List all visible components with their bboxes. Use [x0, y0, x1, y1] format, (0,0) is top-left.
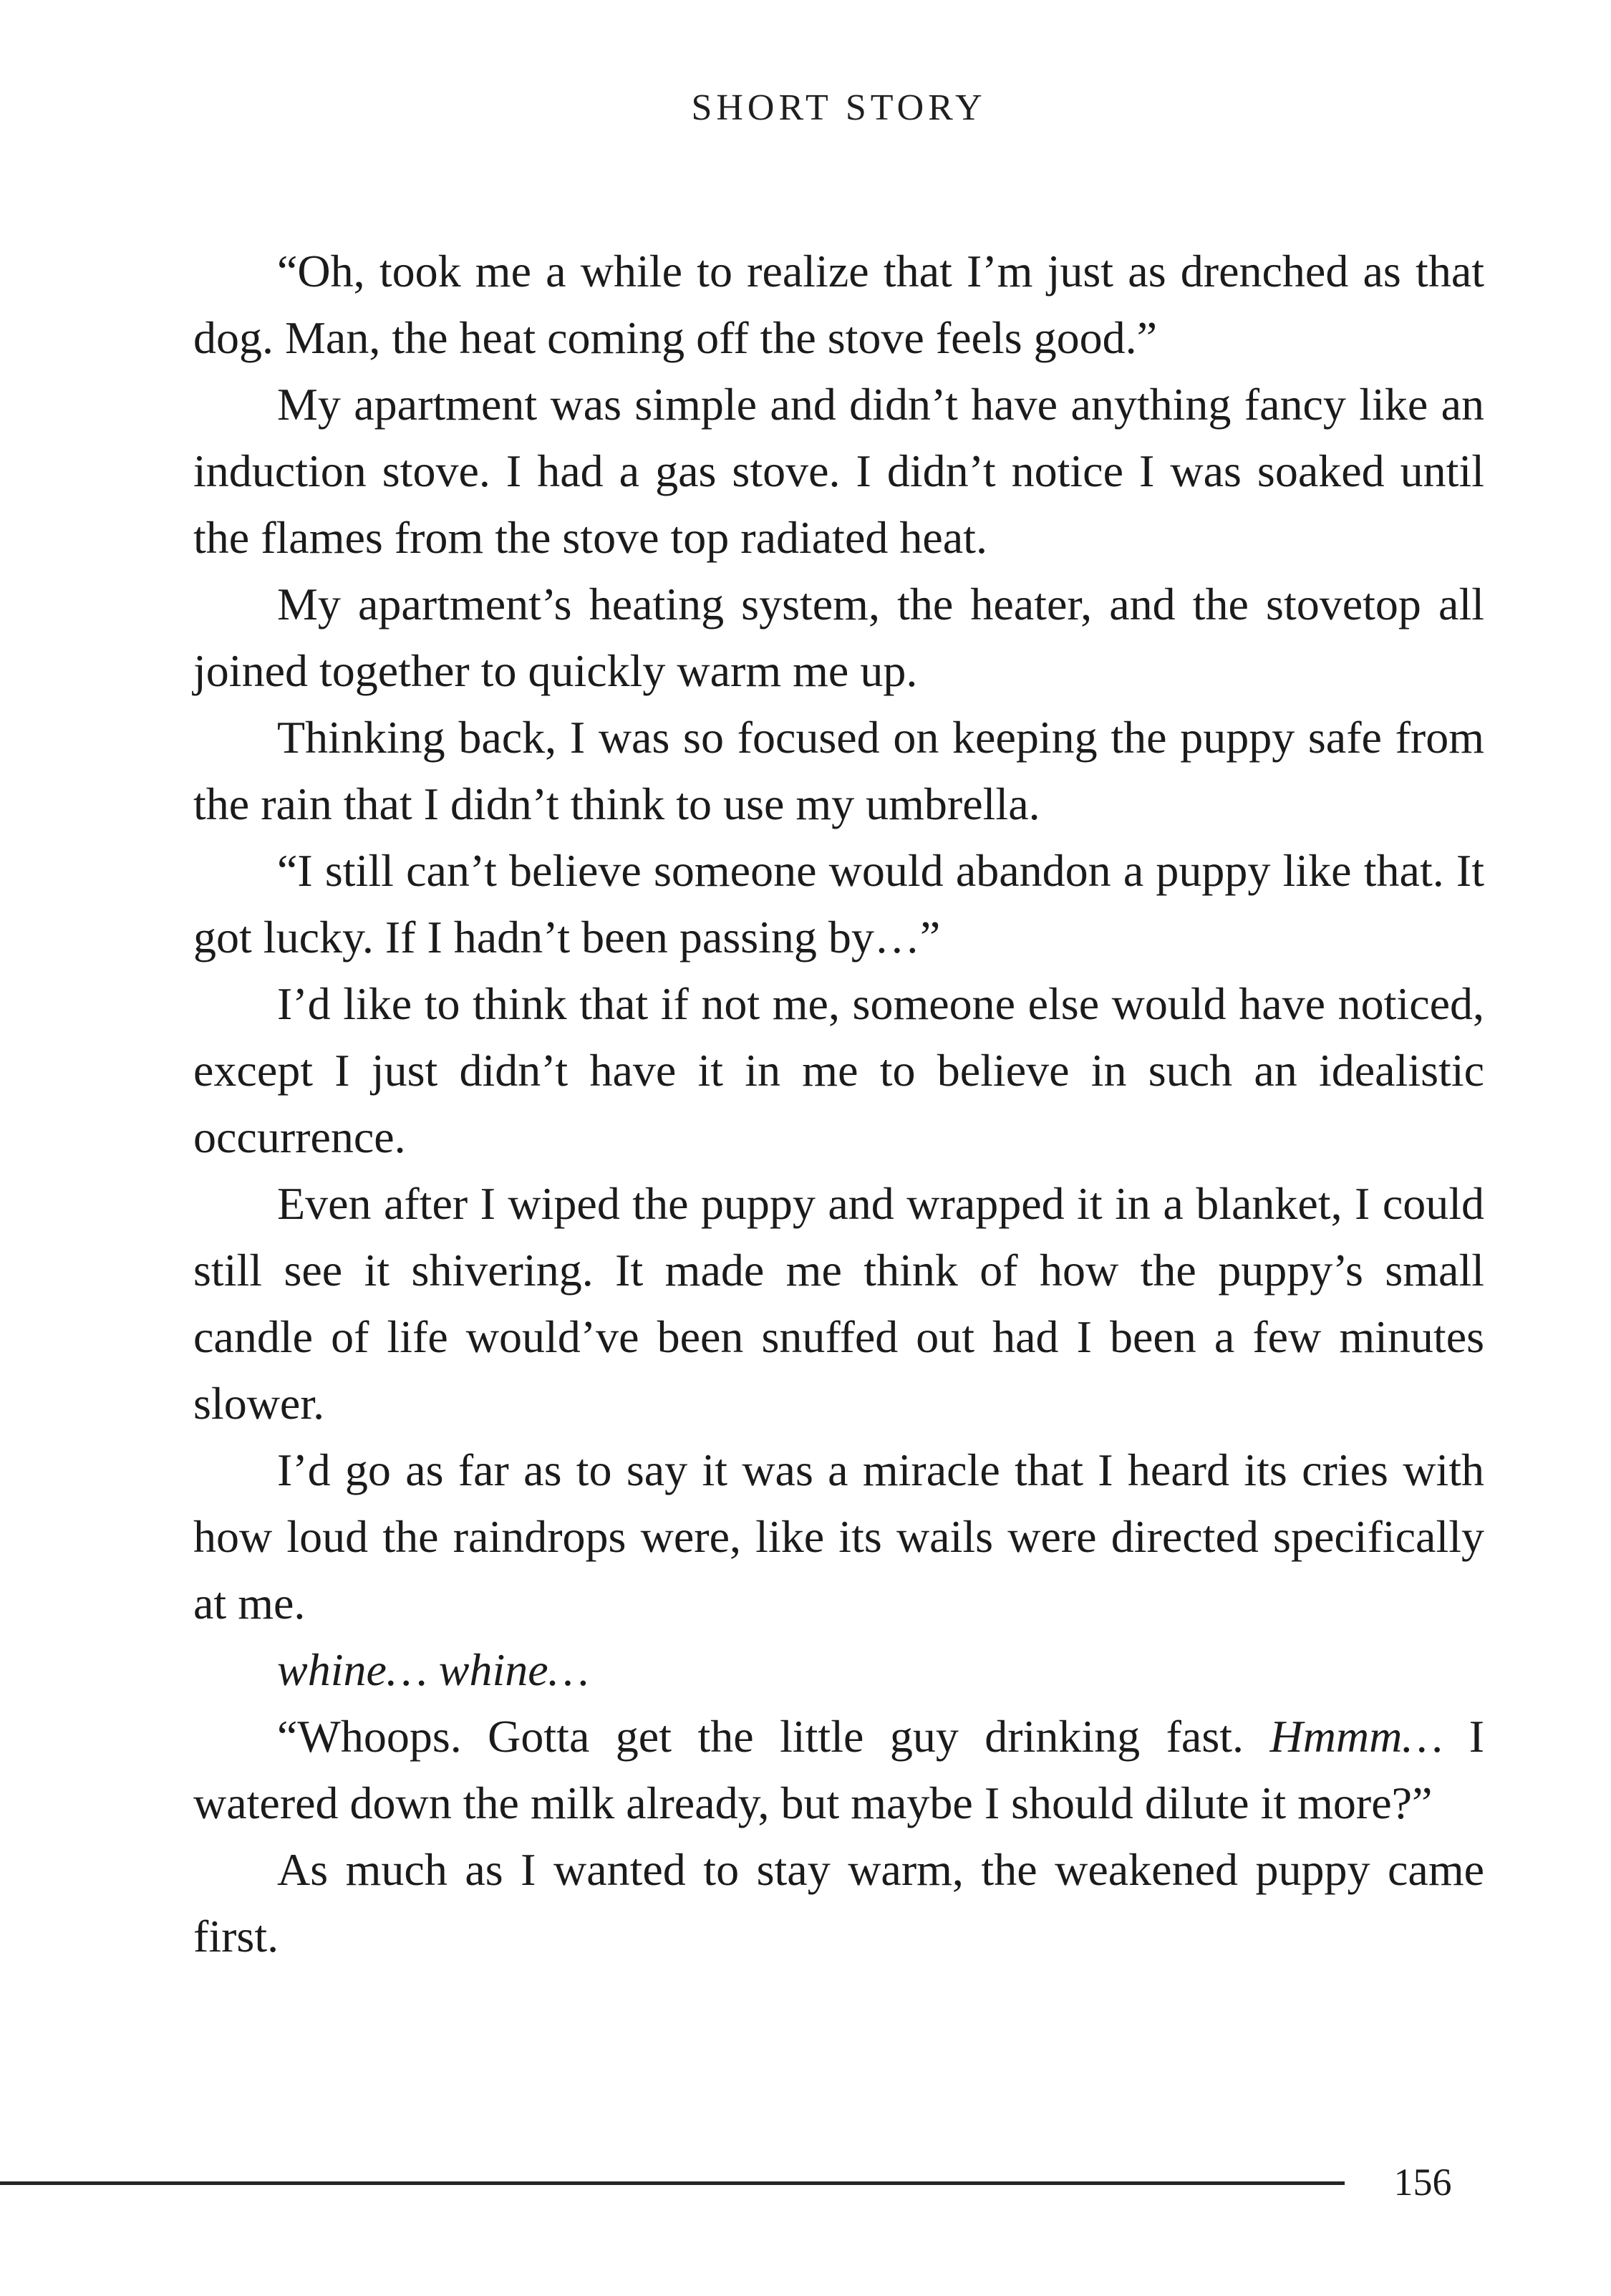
text-run: My apartment’s heating system, the heater, and the stovetop all joined together to quickly warm me up.: [193, 579, 1484, 696]
story-paragraph: [193, 837, 1484, 970]
text-run: Even after I wiped the puppy and wrapped it in a blanket, I could still see it shivering. It made me think of how the puppy’s small candle of life would’ve been snuffed out had I been a few minutes slower.: [193, 1178, 1484, 1429]
italic-text-run: Hmmm…: [1269, 1711, 1443, 1762]
text-run: I’d go as far as to say it was a miracle that I heard its cries with how loud the raindrops were, like its wails were directed specifically at me.: [193, 1444, 1484, 1629]
story-text: [193, 238, 1484, 1969]
text-run: “Oh, took me a while to realize that I’m just as drenched as that dog. Man, the heat coming off the stove feels good.”: [193, 246, 1484, 363]
footer-rule: [0, 2181, 1345, 2185]
page-number: 156: [1393, 2161, 1452, 2204]
story-paragraph: [193, 1170, 1484, 1437]
text-run: My apartment was simple and didn’t have anything fancy like an induction stove. I had a gas stove. I didn’t notice I was soaked until the flames from the stove top radiated heat.: [193, 379, 1484, 563]
text-run: I’d like to think that if not me, someone else would have noticed, except I just didn’t have it in me to believe in such an idealistic occurrence.: [193, 978, 1484, 1162]
text-run: “I still can’t believe someone would abandon a puppy like that. It got lucky. If I hadn’t been passing by…”: [193, 845, 1484, 963]
story-paragraph: [193, 238, 1484, 371]
text-run: “Whoops. Gotta get the little guy drinking fast.: [277, 1711, 1270, 1762]
story-paragraph: [193, 371, 1484, 571]
text-run: I watered down the milk already, but maybe I should dilute it more?”: [193, 1711, 1485, 1828]
text-run: Thinking back, I was so focused on keeping the puppy safe from the rain that I didn’t think to use my umbrella.: [193, 712, 1484, 829]
running-header: SHORT STORY: [691, 87, 987, 128]
story-paragraph: [193, 1836, 1484, 1969]
text-run: As much as I wanted to stay warm, the weakened puppy came first.: [193, 1844, 1484, 1962]
story-paragraph: [193, 1703, 1484, 1836]
story-paragraph: [193, 704, 1484, 837]
italic-text-run: whine… whine…: [277, 1644, 589, 1695]
story-paragraph: [193, 571, 1484, 704]
story-paragraph: [193, 970, 1484, 1170]
story-paragraph: [193, 1437, 1484, 1636]
story-paragraph: [193, 1636, 1484, 1703]
